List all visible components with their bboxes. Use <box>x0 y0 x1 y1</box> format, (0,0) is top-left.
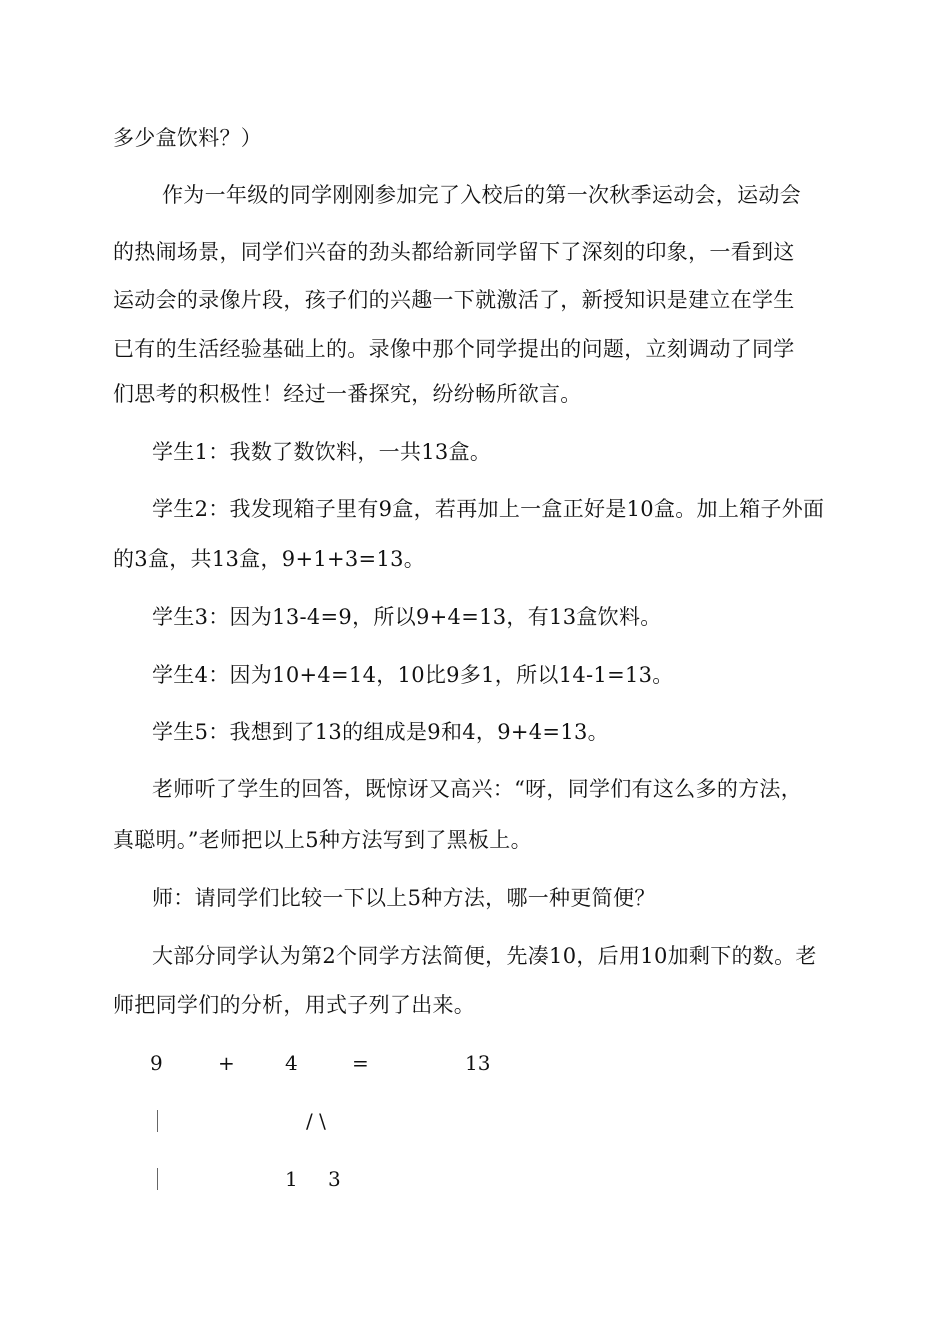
paragraph-line: 学生1：我数了数饮料，一共13盒。 <box>152 440 492 464</box>
sum-result: 13 <box>465 1051 491 1075</box>
paragraph-line: 师把同学们的分析，用式子列了出来。 <box>113 993 476 1017</box>
split-branches: / \ <box>306 1109 326 1133</box>
paragraph-line: 多少盒饮料？） <box>113 126 263 150</box>
equals-sign: = <box>352 1051 369 1075</box>
paragraph-line: 学生3：因为13-4=9，所以9+4=13，有13盒饮料。 <box>152 605 662 629</box>
paragraph-line: 学生5：我想到了13的组成是9和4，9+4=13。 <box>152 720 609 744</box>
vertical-line <box>157 1110 158 1132</box>
addend-nine: 9 <box>150 1051 163 1075</box>
paragraph-line: 运动会的录像片段，孩子们的兴趣一下就激活了，新授知识是建立在学生 <box>113 288 795 312</box>
paragraph-line: 学生2：我发现箱子里有9盒，若再加上一盒正好是10盒。加上箱子外面 <box>152 497 825 521</box>
vertical-line <box>157 1168 158 1190</box>
addend-four: 4 <box>285 1051 298 1075</box>
paragraph-line: 大部分同学认为第2个同学方法简便，先凑10，后用10加剩下的数。老 <box>152 944 817 968</box>
split-part-three: 3 <box>328 1167 341 1191</box>
paragraph-line: 们思考的积极性！经过一番探究，纷纷畅所欲言。 <box>113 382 582 406</box>
split-part-one: 1 <box>285 1167 298 1191</box>
paragraph-line: 作为一年级的同学刚刚参加完了入校后的第一次秋季运动会，运动会 <box>162 183 801 207</box>
paragraph-line: 师：请同学们比较一下以上5种方法，哪一种更简便？ <box>152 886 656 910</box>
paragraph-line: 的热闹场景，同学们兴奋的劲头都给新同学留下了深刻的印象，一看到这 <box>113 240 795 264</box>
paragraph-line: 已有的生活经验基础上的。录像中那个同学提出的问题，立刻调动了同学 <box>113 337 795 361</box>
paragraph-line: 的3盒，共13盒，9+1+3=13。 <box>113 547 426 571</box>
paragraph-line: 真聪明。”老师把以上5种方法写到了黑板上。 <box>113 828 532 852</box>
paragraph-line: 老师听了学生的回答，既惊讶又高兴：“呀，同学们有这么多的方法， <box>152 777 803 801</box>
paragraph-line: 学生4：因为10+4=14，10比9多1，所以14-1=13。 <box>152 663 674 687</box>
plus-sign: + <box>218 1051 235 1075</box>
